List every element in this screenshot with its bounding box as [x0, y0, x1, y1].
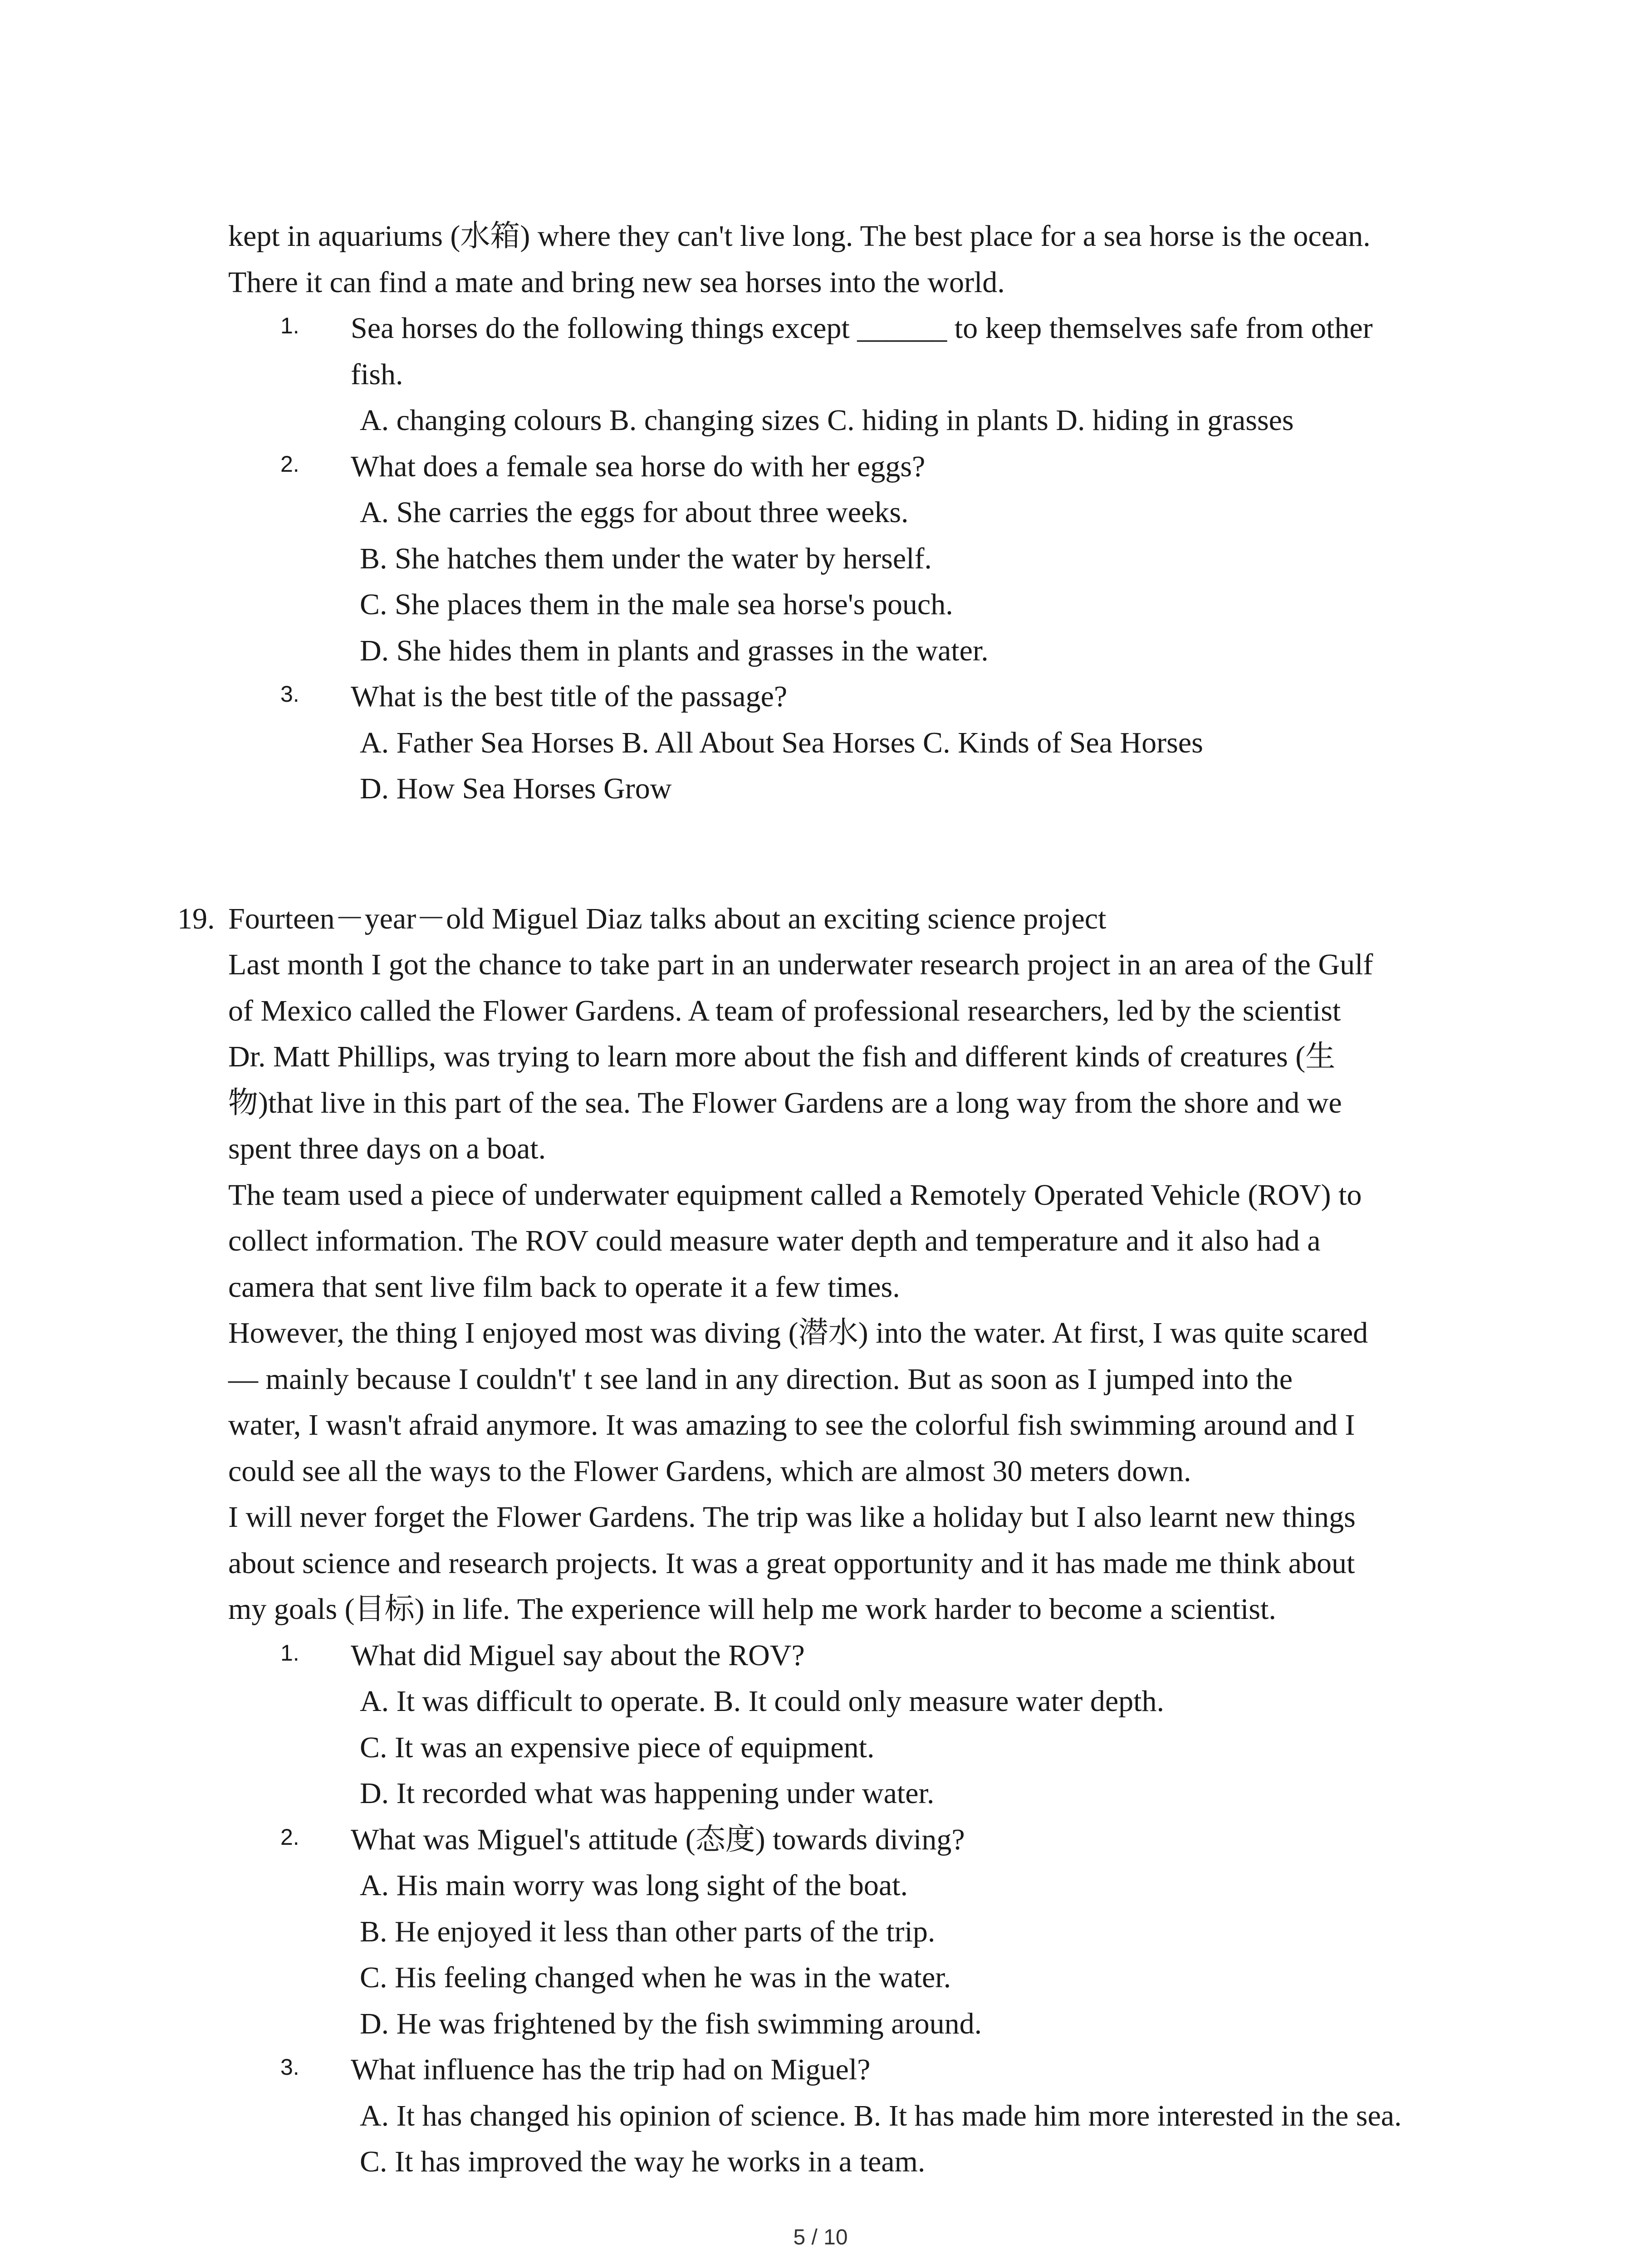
section-19 — [177, 896, 1494, 2185]
answer-option: C. His feeling changed when he was in the water. — [360, 1961, 951, 1994]
answer-option: D. He was frightened by the fish swimming around. — [360, 2007, 982, 2040]
question-text: What does a female sea horse do with her eggs? — [351, 450, 926, 483]
passage-line: about science and research projects. It was a great opportunity and it has made me think about — [228, 1546, 1355, 1580]
answer-option: A. His main worry was long sight of the boat. — [360, 1869, 908, 1902]
question-number: 1. — [280, 1640, 299, 1666]
answer-option: D. It recorded what was happening under water. — [360, 1777, 935, 1810]
question-19-2 — [228, 1817, 1494, 2047]
question-number: 2. — [280, 451, 299, 477]
answer-options: A. Father Sea Horses B. All About Sea Horses C. Kinds of Sea Horses — [360, 726, 1203, 759]
question-number: 1. — [280, 313, 299, 338]
passage-line: I will never forget the Flower Gardens. The trip was like a holiday but I also learnt new things — [228, 1501, 1356, 1534]
passage-line: my goals (目标) in life. The experience will help me work harder to become a scientist. — [228, 1593, 1276, 1626]
answer-option: C. It was an expensive piece of equipment. — [360, 1730, 875, 1764]
answer-option: D. She hides them in plants and grasses in the water. — [360, 634, 989, 667]
question-19-1 — [228, 1633, 1494, 1817]
question-19-3 — [228, 2047, 1494, 2185]
answer-options: A. It has changed his opinion of science. B. It has made him more interested in the sea. — [360, 2099, 1402, 2132]
answer-option: B. She hatches them under the water by herself. — [360, 542, 932, 575]
passage-line: Dr. Matt Phillips, was trying to learn more about the fish and different kinds of creatures (生 — [228, 1040, 1336, 1073]
question-text: Sea horses do the following things except ______ to keep themselves safe from other — [351, 312, 1373, 345]
question-18-3 — [228, 674, 1494, 812]
section-number: 19. — [177, 902, 215, 935]
passage-line: of Mexico called the Flower Gardens. A team of professional researchers, led by the scientist — [228, 994, 1341, 1027]
question-number: 2. — [280, 1824, 299, 1850]
passage-line: kept in aquariums (水箱) where they can't live long. The best place for a sea horse is the ocean. — [228, 220, 1371, 253]
passage-line: There it can find a mate and bring new sea horses into the world. — [228, 265, 1005, 299]
passage-line: — mainly because I couldn't' t see land in any direction. But as soon as I jumped into the — [228, 1362, 1293, 1396]
passage-18-tail — [228, 213, 1494, 305]
passage-line: spent three days on a boat. — [228, 1132, 546, 1165]
section-heading — [177, 896, 1494, 942]
question-text: What did Miguel say about the ROV? — [351, 1638, 805, 1672]
passage-line: 物)that live in this part of the sea. The Flower Gardens are a long way from the shore and we — [228, 1086, 1342, 1119]
answer-option: C. She places them in the male sea horse's pouch. — [360, 588, 953, 621]
passage-line: The team used a piece of underwater equipment called a Remotely Operated Vehicle (ROV) to — [228, 1178, 1362, 1212]
answer-options: A. It was difficult to operate. B. It could only measure water depth. — [360, 1685, 1164, 1718]
question-text: What is the best title of the passage? — [351, 680, 788, 713]
answer-option: A. She carries the eggs for about three weeks. — [360, 496, 909, 529]
passage-line: camera that sent live film back to operate it a few times. — [228, 1270, 900, 1304]
passage-line: could see all the ways to the Flower Gardens, which are almost 30 meters down. — [228, 1454, 1191, 1488]
passage-line: However, the thing I enjoyed most was diving (潜水) into the water. At first, I was quite scared — [228, 1316, 1368, 1349]
answer-option: C. It has improved the way he works in a team. — [360, 2145, 926, 2178]
question-text-continued: fish. — [351, 357, 403, 391]
answer-option: B. He enjoyed it less than other parts of the trip. — [360, 1915, 936, 1948]
question-text: What influence has the trip had on Miguel? — [351, 2053, 871, 2086]
question-number: 3. — [280, 2054, 299, 2080]
page-number: 5 / 10 — [793, 2225, 848, 2249]
answer-option: D. How Sea Horses Grow — [360, 772, 672, 805]
passage-line: collect information. The ROV could measure water depth and temperature and it also had a — [228, 1224, 1321, 1257]
section-gap — [228, 812, 1494, 896]
page-content — [177, 213, 1494, 2185]
answer-options: A. changing colours B. changing sizes C. hiding in plants D. hiding in grasses — [360, 404, 1294, 437]
question-18-2 — [228, 444, 1494, 674]
question-18-1 — [228, 305, 1494, 444]
question-number: 3. — [280, 681, 299, 707]
section-title: Fourteen－year－old Miguel Diaz talks about an exciting science project — [228, 902, 1107, 935]
passage-line: water, I wasn't afraid anymore. It was amazing to see the colorful fish swimming around and I — [228, 1408, 1355, 1442]
passage-line: Last month I got the chance to take part in an underwater research project in an area of the Gulf — [228, 948, 1373, 981]
question-text: What was Miguel's attitude (态度) towards diving? — [351, 1823, 965, 1856]
passage-19 — [228, 942, 1494, 1633]
